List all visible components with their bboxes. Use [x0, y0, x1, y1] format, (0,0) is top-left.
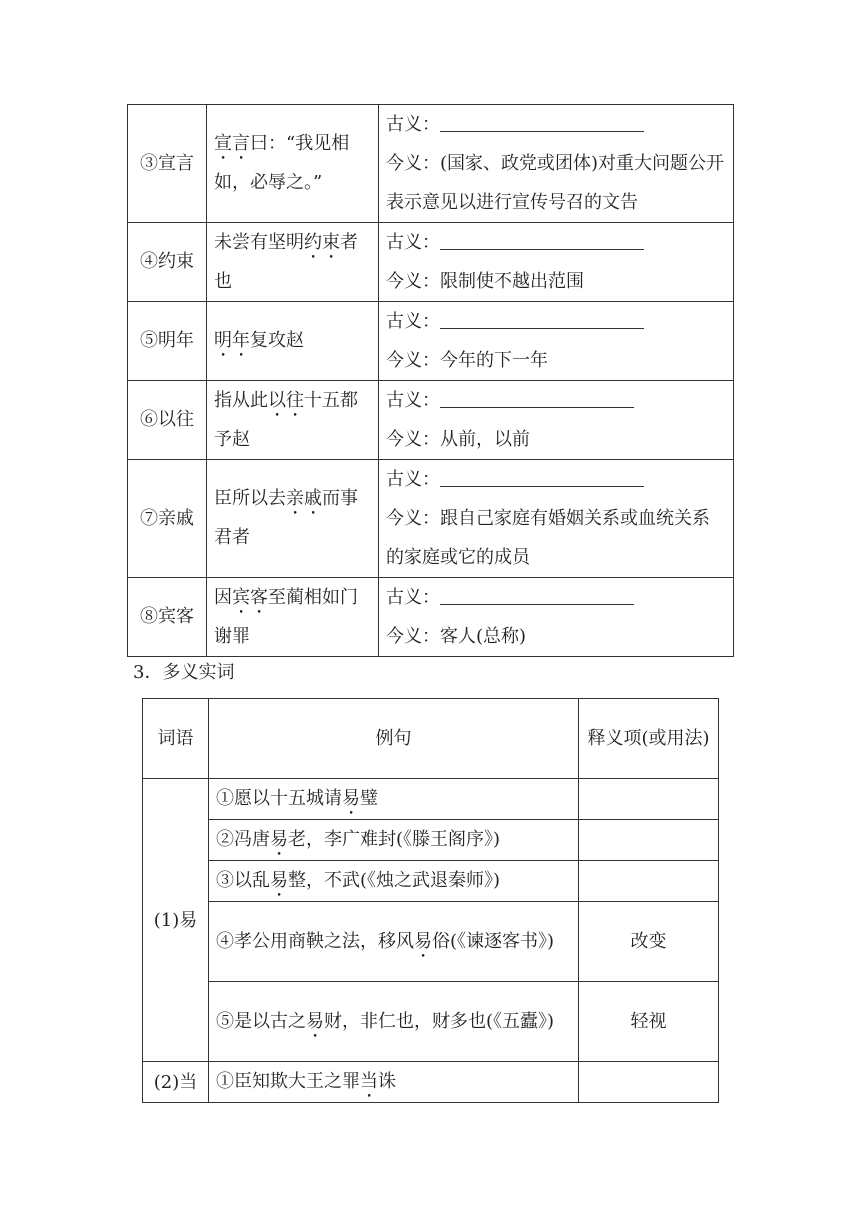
modern-meaning: 今义：限制使不越出范围: [386, 271, 584, 292]
example-cell: ①臣知欺大王之罪当诛: [209, 1062, 579, 1103]
dotted-term: 宾客: [232, 586, 268, 608]
ancient-modern-meaning-table: [127, 104, 734, 657]
answer-blank: [440, 460, 644, 487]
ancient-meaning: 古义：: [386, 105, 726, 144]
ancient-meaning: 古义：: [386, 223, 726, 262]
word-cell: ④约束: [128, 223, 207, 302]
table-row: [128, 105, 734, 223]
dotted-term: 宣言: [214, 133, 250, 154]
meaning-answer-cell: [579, 779, 719, 820]
meaning-answer-cell: [579, 1062, 719, 1103]
column-header-example: 例句: [209, 699, 579, 779]
ancient-meaning: 古义：: [386, 381, 726, 420]
meaning-cell: [379, 460, 734, 578]
table-row: [143, 982, 719, 1062]
answer-blank: [440, 578, 634, 605]
dotted-term: 易: [270, 829, 288, 850]
table-row: [143, 902, 719, 982]
section-heading: 3．多义实词: [133, 662, 235, 683]
dotted-term: 易: [414, 930, 432, 952]
example-cell: ④孝公用商鞅之法，移风易俗(《谏逐客书》): [209, 902, 579, 982]
dotted-term: 明年: [214, 329, 250, 351]
meaning-cell: [379, 223, 734, 302]
table-row: [128, 223, 734, 302]
table-row: [143, 820, 719, 861]
ancient-meaning: 古义：: [386, 578, 726, 617]
dotted-term: 亲戚: [286, 488, 322, 509]
word-cell: ⑤明年: [128, 302, 207, 381]
meaning-cell: [379, 381, 734, 460]
table-row: [128, 381, 734, 460]
dotted-term: 以往: [268, 389, 304, 411]
word-cell: ⑦亲戚: [128, 460, 207, 578]
example-cell: ②冯唐易老，李广难封(《滕王阁序》): [209, 820, 579, 861]
word-cell: ⑥以往: [128, 381, 207, 460]
table-row: [143, 1062, 719, 1103]
table-row: [143, 779, 719, 820]
meaning-cell: [379, 578, 734, 657]
meaning-answer-cell: [579, 861, 719, 902]
column-header-meaning: 释义项(或用法): [579, 699, 719, 779]
modern-meaning: 今义：跟自己家庭有婚姻关系或血统关系的家庭或它的成员: [386, 508, 710, 568]
table-row: [128, 578, 734, 657]
headword-cell: (1)易: [143, 779, 209, 1062]
dotted-term: 易: [306, 1010, 324, 1032]
dotted-term: 当: [360, 1071, 378, 1092]
meaning-cell: [379, 105, 734, 223]
word-cell: ⑧宾客: [128, 578, 207, 657]
sentence-cell: 明年复攻赵: [207, 302, 379, 381]
answer-blank: [440, 105, 644, 132]
modern-meaning: 今义：客人(总称): [386, 626, 527, 647]
sentence-cell: 指从此以往十五都予赵: [207, 381, 379, 460]
dotted-term: 约束: [304, 231, 340, 253]
answer-blank: [440, 381, 634, 408]
meaning-answer-cell: 轻视: [579, 982, 719, 1062]
header-row: [143, 699, 719, 779]
modern-meaning: 今义：(国家、政党或团体)对重大问题公开表示意见以进行宣传号召的文告: [386, 153, 725, 213]
table-row: [128, 460, 734, 578]
meaning-answer-cell: [579, 820, 719, 861]
dotted-term: 易: [270, 870, 288, 891]
headword-cell: (2)当: [143, 1062, 209, 1103]
word-cell: ③宣言: [128, 105, 207, 223]
meaning-cell: [379, 302, 734, 381]
modern-meaning: 今义：从前，以前: [386, 429, 530, 450]
table-row: [143, 861, 719, 902]
example-cell: ⑤是以古之易财，非仁也，财多也(《五蠹》): [209, 982, 579, 1062]
column-header-word: 词语: [143, 699, 209, 779]
answer-blank: [440, 223, 644, 250]
meaning-answer-cell: 改变: [579, 902, 719, 982]
sentence-cell: 宣言曰：“我见相如，必辱之。”: [207, 105, 379, 223]
sentence-cell: 未尝有坚明约束者也: [207, 223, 379, 302]
dotted-term: 易: [342, 788, 360, 809]
answer-blank: [440, 302, 644, 329]
ancient-meaning: 古义：: [386, 302, 726, 341]
modern-meaning: 今义：今年的下一年: [386, 350, 548, 371]
ancient-meaning: 古义：: [386, 460, 726, 499]
example-cell: ③以乱易整，不武(《烛之武退秦师》): [209, 861, 579, 902]
example-cell: ①愿以十五城请易璧: [209, 779, 579, 820]
sentence-cell: 臣所以去亲戚而事君者: [207, 460, 379, 578]
sentence-cell: 因宾客至蔺相如门谢罪: [207, 578, 379, 657]
polysemy-table: [142, 698, 719, 1103]
table-row: [128, 302, 734, 381]
